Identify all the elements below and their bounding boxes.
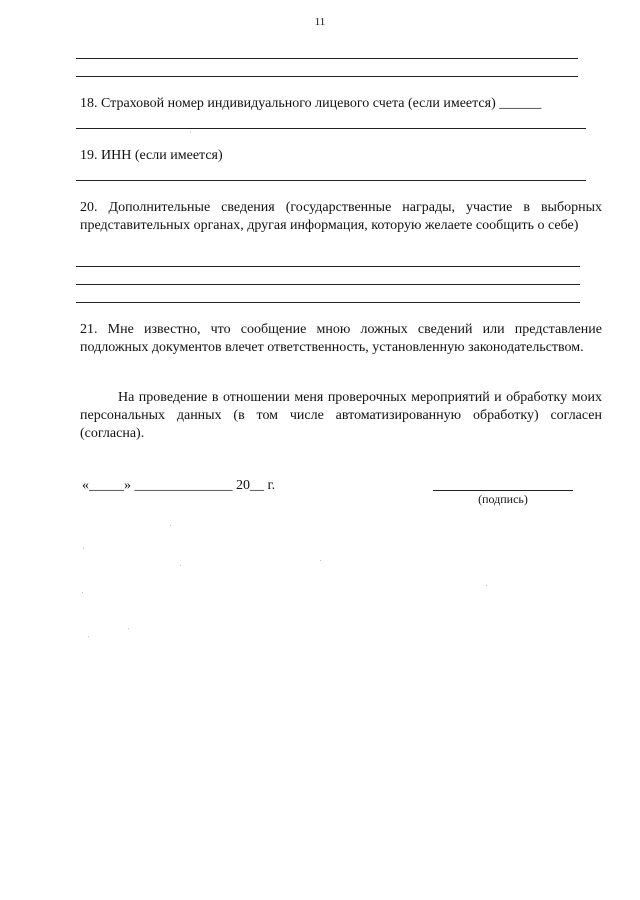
scan-speck <box>170 525 171 526</box>
fill-line <box>76 128 586 129</box>
date-field: «_____» ______________ 20__ г. <box>82 478 276 493</box>
scan-speck <box>82 592 83 593</box>
item-21: 21. Мне известно, что сообщение мною ложных сведений или представление подложных документов влечет ответственность, установленную законодательством. <box>80 322 602 355</box>
signature-caption: (подпись) <box>478 492 528 506</box>
scan-speck <box>128 628 129 629</box>
fill-line <box>76 266 580 267</box>
fill-line <box>76 76 578 77</box>
page-number: 11 <box>314 16 326 28</box>
scan-speck <box>88 636 89 637</box>
scan-speck <box>320 560 321 561</box>
fill-line <box>76 58 578 59</box>
item-18: 18. Страховой номер индивидуального лицевого счета (если имеется) ______ <box>80 96 542 111</box>
scan-speck <box>486 585 487 586</box>
fill-line <box>76 180 586 181</box>
signature-line <box>433 490 573 491</box>
scan-speck <box>83 548 84 549</box>
item-20: 20. Дополнительные сведения (государственные награды, участие в выборных представительных органах, другая информация, которую желаете сообщить о себе) <box>80 200 602 233</box>
scan-speck <box>190 131 191 132</box>
fill-line <box>76 284 580 285</box>
fill-line <box>76 302 580 303</box>
item-19: 19. ИНН (если имеется) <box>80 148 223 163</box>
scan-speck <box>180 565 181 566</box>
consent-paragraph: На проведение в отношении меня проверочных мероприятий и обработку моих персональных данных (в том числе автоматизированную обработку) согласен (согласна). <box>80 390 602 441</box>
